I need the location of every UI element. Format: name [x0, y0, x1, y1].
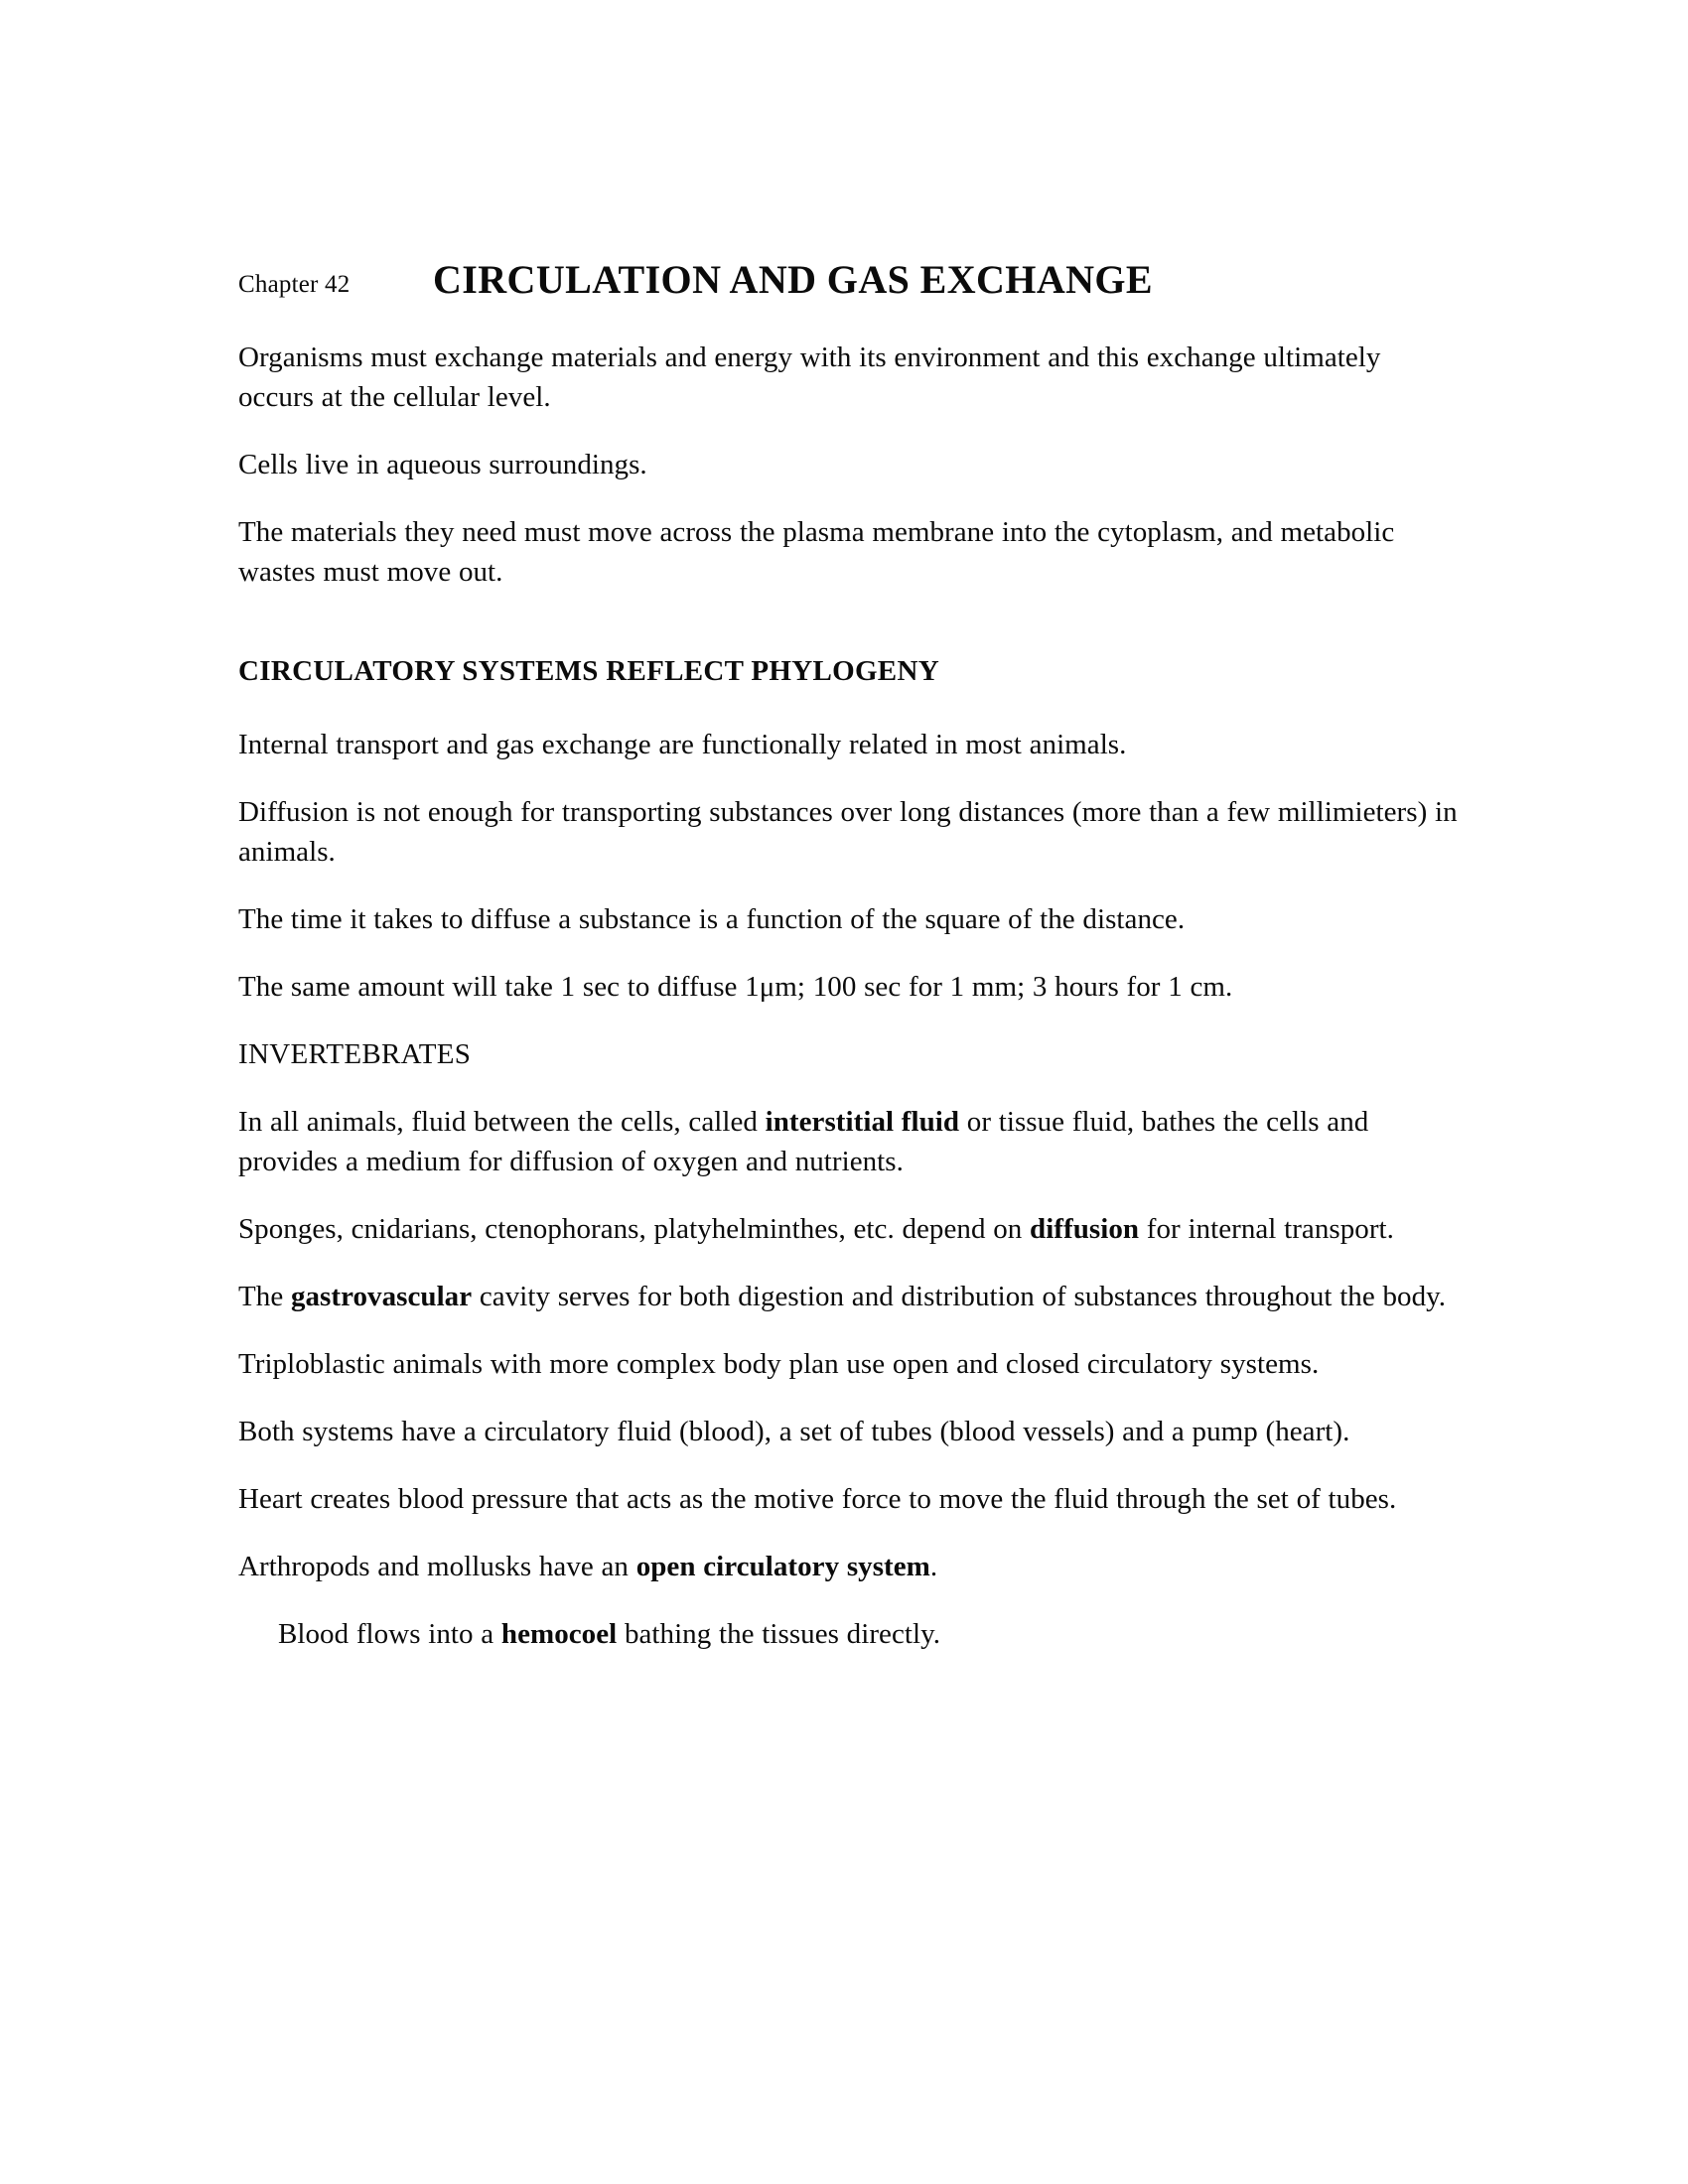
document-text-column: [238, 256, 1462, 1682]
paragraph-diffusion-rates-text: The same amount will take 1 sec to diffuse 1μm; 100 sec for 1 mm; 3 hours for 1 cm.: [238, 971, 1233, 1003]
term-open-circulatory-system: open circulatory system: [635, 1551, 930, 1582]
paragraph-hemocoel: [238, 1614, 1462, 1654]
paragraph-hemocoel-tail: bathing the tissues directly.: [617, 1618, 941, 1650]
paragraph-interstitial-fluid-tail: or tissue fluid, bathes the cells and provides a medium for diffusion of oxygen and nutrients.: [238, 1106, 1369, 1177]
section-heading-circulatory-systems: [238, 651, 1462, 691]
paragraph-heart-pressure-text: Heart creates blood pressure that acts as the motive force to move the fluid through the set of tubes.: [238, 1483, 1397, 1515]
paragraph-sponges-diffusion: [238, 1209, 1462, 1249]
paragraph-arthropods-open-system: [238, 1547, 1462, 1586]
paragraph-arthropods-open-system-lead: Arthropods and mollusks have an: [238, 1551, 636, 1582]
subsection-heading-invertebrates-text: INVERTEBRATES: [238, 1038, 472, 1070]
chapter-label: Chapter 42: [238, 271, 351, 298]
paragraph-intro: [238, 338, 1462, 417]
paragraph-diffusion-limits: [238, 792, 1462, 872]
paragraph-diffusion-time: [238, 899, 1462, 939]
paragraph-diffusion-limits-text: Diffusion is not enough for transporting substances over long distances (more than a few millimieters) in animals.: [238, 796, 1458, 868]
paragraph-intro-text: Organisms must exchange materials and energy with its environment and this exchange ultimately occurs at the cellular level.: [238, 341, 1381, 413]
paragraph-aqueous-text: Cells live in aqueous surroundings.: [238, 449, 647, 480]
paragraph-diffusion-rates: [238, 967, 1462, 1007]
paragraph-gastrovascular-cavity-lead: The: [238, 1281, 291, 1312]
term-interstitial-fluid: interstitial fluid: [765, 1106, 960, 1138]
term-gastrovascular: gastrovascular: [290, 1281, 473, 1312]
subsection-heading-invertebrates: [238, 1034, 1462, 1074]
paragraph-sponges-diffusion-lead: Sponges, cnidarians, ctenophorans, platyhelminthes, etc. depend on: [238, 1213, 1031, 1245]
paragraph-triploblastic: [238, 1344, 1462, 1384]
paragraph-internal-transport-text: Internal transport and gas exchange are functionally related in most animals.: [238, 729, 1127, 760]
paragraph-gastrovascular-cavity: [238, 1277, 1462, 1316]
paragraph-both-systems-text: Both systems have a circulatory fluid (blood), a set of tubes (blood vessels) and a pump (heart).: [238, 1416, 1350, 1447]
paragraph-arthropods-open-system-tail: .: [929, 1551, 938, 1582]
paragraph-both-systems: [238, 1412, 1462, 1451]
paragraph-triploblastic-text: Triploblastic animals with more complex body plan use open and closed circulatory systems.: [238, 1348, 1320, 1380]
term-hemocoel: hemocoel: [500, 1618, 618, 1650]
term-diffusion: diffusion: [1030, 1213, 1140, 1245]
page-title: CIRCULATION AND GAS EXCHANGE: [433, 257, 1153, 302]
section-heading-circulatory-systems-text: CIRCULATORY SYSTEMS REFLECT PHYLOGENY: [238, 655, 939, 687]
paragraph-materials-text: The materials they need must move across the plasma membrane into the cytoplasm, and metabolic wastes must move out.: [238, 516, 1395, 588]
paragraph-aqueous: [238, 445, 1462, 484]
paragraph-internal-transport: [238, 725, 1462, 764]
document-header: [238, 256, 1462, 316]
paragraph-hemocoel-lead: Blood flows into a: [278, 1618, 501, 1650]
paragraph-gastrovascular-cavity-tail: cavity serves for both digestion and distribution of substances throughout the body.: [472, 1281, 1447, 1312]
paragraph-materials: [238, 512, 1462, 592]
paragraph-diffusion-time-text: The time it takes to diffuse a substance is a function of the square of the distance.: [238, 903, 1186, 935]
paragraph-interstitial-fluid-lead: In all animals, fluid between the cells, called: [238, 1106, 766, 1138]
paragraph-interstitial-fluid: [238, 1102, 1462, 1181]
paragraph-heart-pressure: [238, 1479, 1462, 1519]
paragraph-sponges-diffusion-tail: for internal transport.: [1139, 1213, 1394, 1245]
